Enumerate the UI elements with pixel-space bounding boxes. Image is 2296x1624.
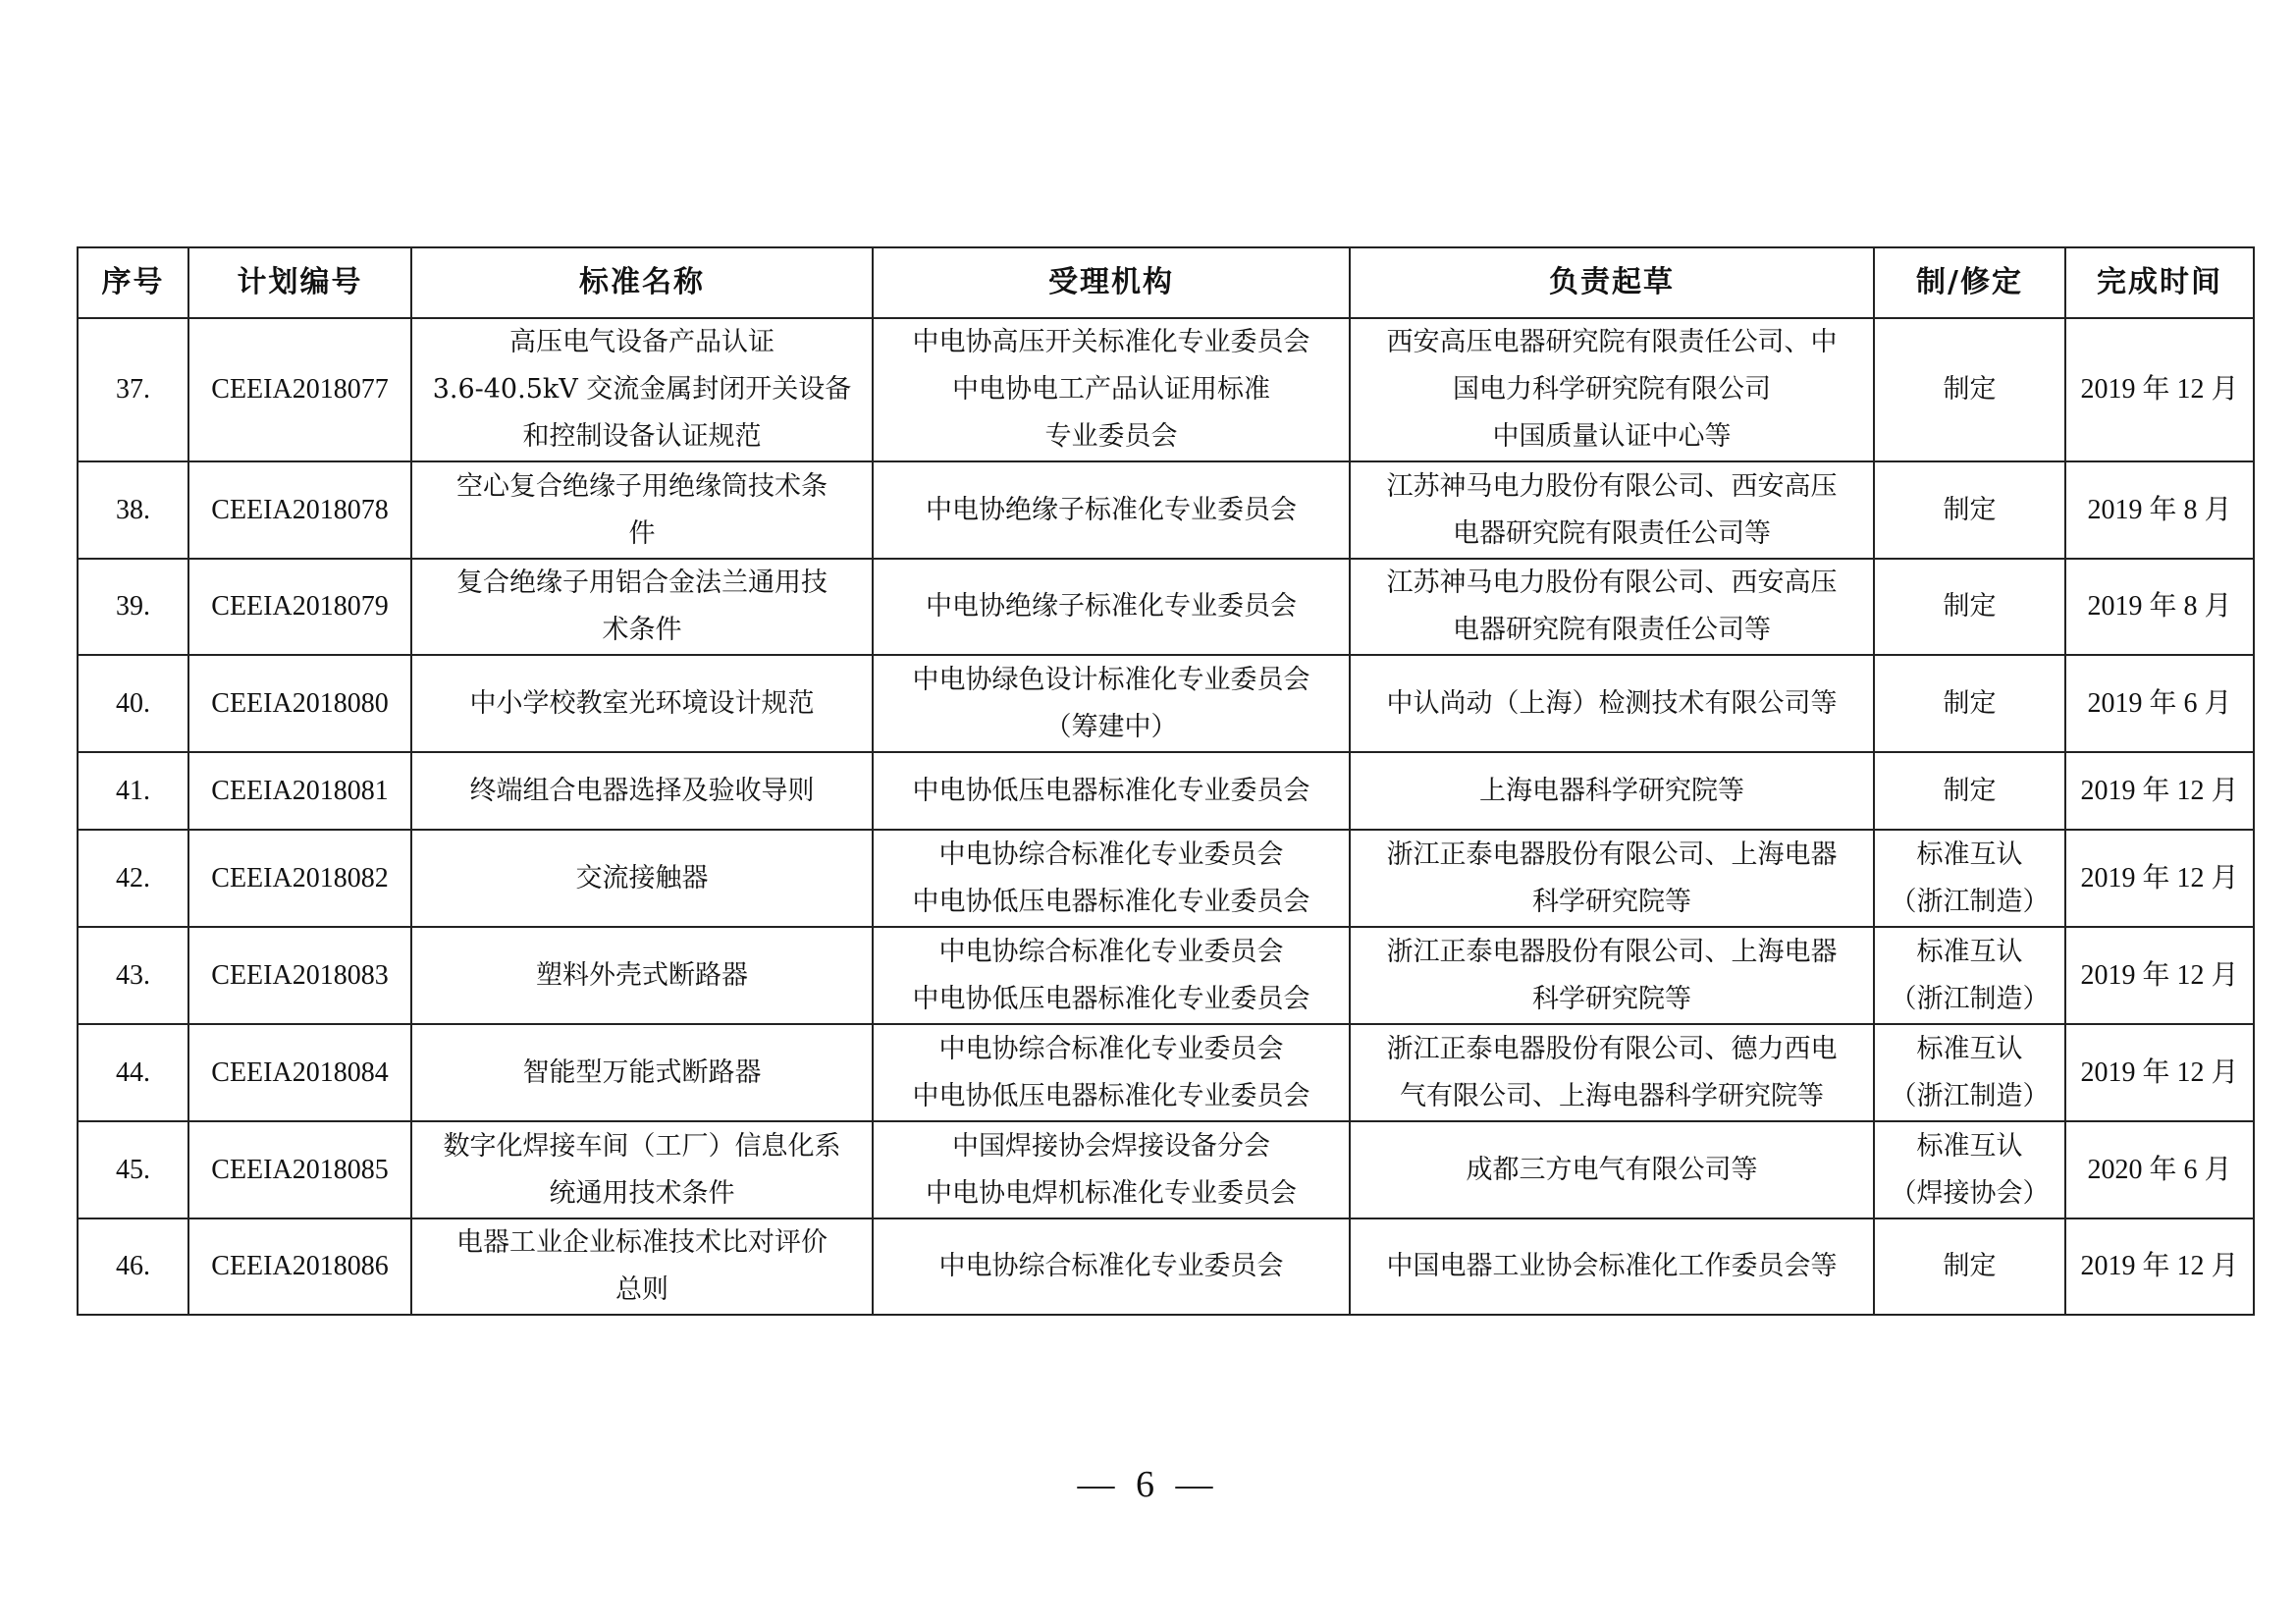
- cell-accepting-agency-line: 中电协绝缘子标准化专业委员会: [926, 591, 1297, 622]
- cell-drafting-unit-line: 中认尚动（上海）检测技术有限公司等: [1386, 687, 1838, 719]
- cell-revision-type-line: 制定: [1943, 687, 1997, 719]
- cell-drafting-unit: [1350, 559, 1874, 655]
- cell-standard-name-line: 电器工业企业标准技术比对评价: [456, 1227, 828, 1258]
- cell-standard-name-line: 空心复合绝缘子用绝缘筒技术条: [456, 470, 828, 502]
- table-row: [78, 830, 2254, 927]
- cell-drafting-unit-line: 成都三方电气有限公司等: [1466, 1154, 1758, 1185]
- table-row: [78, 1218, 2254, 1315]
- cell-seq: 45.: [78, 1121, 188, 1218]
- cell-completion-date: 2019 年 8 月: [2065, 559, 2254, 655]
- cell-drafting-unit: [1350, 461, 1874, 559]
- cell-seq: 37.: [78, 318, 188, 461]
- cell-standard-name-line: 中小学校教室光环境设计规范: [469, 687, 815, 719]
- cell-seq: 43.: [78, 927, 188, 1024]
- cell-accepting-agency-line: 中电协低压电器标准化专业委员会: [912, 775, 1310, 806]
- cell-revision-type-line: （浙江制造）: [1890, 886, 2050, 917]
- cell-seq: 46.: [78, 1218, 188, 1315]
- cell-accepting-agency: [873, 1024, 1350, 1121]
- cell-drafting-unit-line: 西安高压电器研究院有限责任公司、中: [1386, 327, 1838, 357]
- cell-accepting-agency: [873, 318, 1350, 461]
- standards-plan-table: [77, 246, 2255, 1316]
- cell-completion-date: 2019 年 12 月: [2065, 752, 2254, 830]
- cell-standard-name-line: 智能型万能式断路器: [522, 1056, 762, 1088]
- cell-standard-name-line: 件: [628, 517, 656, 549]
- cell-revision-type-line: （浙江制造）: [1890, 983, 2050, 1014]
- cell-plan-code: CEEIA2018078: [188, 461, 411, 559]
- cell-accepting-agency-line: 中电协综合标准化专业委员会: [938, 936, 1284, 967]
- cell-drafting-unit: [1350, 1218, 1874, 1315]
- cell-revision-type-line: 制定: [1943, 1251, 1997, 1281]
- cell-revision-type-line: 标准互认: [1916, 1033, 2023, 1064]
- cell-drafting-unit-line: 电器研究院有限责任公司等: [1453, 615, 1771, 645]
- cell-standard-name-line: 术条件: [602, 615, 682, 645]
- cell-plan-code: CEEIA2018081: [188, 752, 411, 830]
- cell-revision-type-line: 标准互认: [1916, 1130, 2023, 1162]
- header-seq: 序号: [78, 247, 188, 318]
- cell-revision-type: [1874, 655, 2065, 752]
- cell-standard-name: [411, 1218, 873, 1315]
- cell-accepting-agency-line: 中电协综合标准化专业委员会: [938, 839, 1284, 870]
- cell-accepting-agency: [873, 1121, 1350, 1218]
- cell-revision-type: [1874, 1218, 2065, 1315]
- cell-drafting-unit: [1350, 318, 1874, 461]
- cell-accepting-agency: [873, 830, 1350, 927]
- page-number: — 6 —: [1077, 1464, 1219, 1505]
- cell-seq: 44.: [78, 1024, 188, 1121]
- cell-drafting-unit-line: 江苏神马电力股份有限公司、西安高压: [1386, 470, 1838, 502]
- cell-accepting-agency-line: 中电协综合标准化专业委员会: [938, 1033, 1284, 1064]
- cell-standard-name: [411, 461, 873, 559]
- cell-accepting-agency-line: 中电协电工产品认证用标准: [952, 374, 1270, 405]
- cell-revision-type-line: 制定: [1943, 494, 1997, 525]
- cell-accepting-agency: [873, 655, 1350, 752]
- cell-plan-code: CEEIA2018080: [188, 655, 411, 752]
- cell-accepting-agency-line: 中电协低压电器标准化专业委员会: [912, 1080, 1310, 1111]
- header-revision-type: 制/修定: [1874, 247, 2065, 318]
- cell-standard-name-line: 数字化焊接车间（工厂）信息化系: [443, 1130, 841, 1162]
- cell-drafting-unit-line: 中国电器工业协会标准化工作委员会等: [1386, 1251, 1838, 1281]
- cell-standard-name: [411, 318, 873, 461]
- cell-revision-type: [1874, 927, 2065, 1024]
- cell-standard-name: [411, 1121, 873, 1218]
- cell-accepting-agency: [873, 1218, 1350, 1315]
- cell-completion-date: 2019 年 6 月: [2065, 655, 2254, 752]
- cell-accepting-agency: [873, 559, 1350, 655]
- cell-standard-name: [411, 752, 873, 830]
- cell-accepting-agency-line: 中电协绝缘子标准化专业委员会: [926, 494, 1297, 525]
- cell-plan-code: CEEIA2018086: [188, 1218, 411, 1315]
- cell-revision-type: [1874, 1121, 2065, 1218]
- table-row: [78, 655, 2254, 752]
- cell-revision-type-line: 标准互认: [1916, 839, 2023, 870]
- cell-completion-date: 2019 年 12 月: [2065, 830, 2254, 927]
- cell-completion-date: 2019 年 12 月: [2065, 1024, 2254, 1121]
- table-row: [78, 1121, 2254, 1218]
- cell-revision-type-line: （浙江制造）: [1890, 1080, 2050, 1111]
- cell-revision-type-line: 标准互认: [1916, 936, 2023, 967]
- cell-standard-name-line: 复合绝缘子用铝合金法兰通用技: [456, 568, 828, 598]
- cell-accepting-agency-line: 中电协低压电器标准化专业委员会: [912, 983, 1310, 1014]
- cell-revision-type-line: （焊接协会）: [1890, 1177, 2050, 1209]
- cell-plan-code: CEEIA2018083: [188, 927, 411, 1024]
- cell-accepting-agency-line: 中电协电焊机标准化专业委员会: [926, 1177, 1297, 1209]
- cell-revision-type: [1874, 318, 2065, 461]
- cell-drafting-unit-line: 科学研究院等: [1532, 886, 1691, 917]
- header-completion-date: 完成时间: [2065, 247, 2254, 318]
- cell-drafting-unit-line: 电器研究院有限责任公司等: [1453, 517, 1771, 549]
- cell-revision-type: [1874, 461, 2065, 559]
- cell-drafting-unit: [1350, 1024, 1874, 1121]
- cell-standard-name: [411, 1024, 873, 1121]
- table-row: [78, 461, 2254, 559]
- cell-revision-type-line: 制定: [1943, 374, 1997, 405]
- cell-drafting-unit: [1350, 927, 1874, 1024]
- header-standard-name: 标准名称: [411, 247, 873, 318]
- cell-revision-type: [1874, 830, 2065, 927]
- header-drafting-unit: 负责起草: [1350, 247, 1874, 318]
- cell-drafting-unit-line: 江苏神马电力股份有限公司、西安高压: [1386, 568, 1838, 598]
- table-row: [78, 318, 2254, 461]
- cell-revision-type: [1874, 1024, 2065, 1121]
- cell-completion-date: 2019 年 12 月: [2065, 1218, 2254, 1315]
- cell-completion-date: 2019 年 12 月: [2065, 318, 2254, 461]
- cell-completion-date: 2019 年 12 月: [2065, 927, 2254, 1024]
- cell-standard-name-line: 高压电气设备产品认证: [509, 327, 774, 357]
- cell-standard-name-line: 和控制设备认证规范: [522, 421, 762, 452]
- cell-standard-name: [411, 927, 873, 1024]
- cell-standard-name-line: 塑料外壳式断路器: [536, 959, 748, 991]
- cell-accepting-agency: [873, 927, 1350, 1024]
- cell-drafting-unit: [1350, 830, 1874, 927]
- cell-revision-type-line: 制定: [1943, 775, 1997, 806]
- cell-seq: 40.: [78, 655, 188, 752]
- cell-standard-name: [411, 830, 873, 927]
- header-accepting-agency: 受理机构: [873, 247, 1350, 318]
- table-row: [78, 1024, 2254, 1121]
- cell-drafting-unit: [1350, 752, 1874, 830]
- table-row: [78, 752, 2254, 830]
- cell-accepting-agency-line: （筹建中）: [1044, 711, 1178, 742]
- cell-accepting-agency-line: 中电协绿色设计标准化专业委员会: [912, 664, 1310, 695]
- cell-revision-type-line: 制定: [1943, 591, 1997, 622]
- cell-accepting-agency-line: 中电协低压电器标准化专业委员会: [912, 886, 1310, 917]
- cell-seq: 39.: [78, 559, 188, 655]
- cell-drafting-unit: [1350, 1121, 1874, 1218]
- cell-completion-date: 2019 年 8 月: [2065, 461, 2254, 559]
- cell-standard-name-line: 总则: [615, 1274, 668, 1305]
- cell-drafting-unit-line: 浙江正泰电器股份有限公司、上海电器: [1386, 839, 1838, 870]
- cell-standard-name-line: 终端组合电器选择及验收导则: [469, 775, 815, 806]
- cell-standard-name: [411, 559, 873, 655]
- cell-drafting-unit-line: 科学研究院等: [1532, 983, 1691, 1014]
- cell-accepting-agency: [873, 461, 1350, 559]
- cell-drafting-unit-line: 浙江正泰电器股份有限公司、上海电器: [1386, 936, 1838, 967]
- cell-drafting-unit-line: 上海电器科学研究院等: [1479, 775, 1744, 806]
- cell-drafting-unit: [1350, 655, 1874, 752]
- cell-standard-name-line: 统通用技术条件: [549, 1177, 735, 1209]
- cell-plan-code: CEEIA2018079: [188, 559, 411, 655]
- cell-revision-type: [1874, 559, 2065, 655]
- cell-drafting-unit-line: 浙江正泰电器股份有限公司、德力西电: [1386, 1033, 1838, 1064]
- table-row: [78, 559, 2254, 655]
- cell-drafting-unit-line: 中国质量认证中心等: [1492, 421, 1732, 452]
- table-body: [78, 318, 2254, 1315]
- cell-standard-name: [411, 655, 873, 752]
- cell-standard-name-line: 交流接触器: [575, 862, 709, 893]
- cell-plan-code: CEEIA2018085: [188, 1121, 411, 1218]
- cell-standard-name-line: 3.6-40.5kV 交流金属封闭开关设备: [432, 374, 852, 405]
- cell-plan-code: CEEIA2018084: [188, 1024, 411, 1121]
- cell-seq: 38.: [78, 461, 188, 559]
- cell-drafting-unit-line: 气有限公司、上海电器科学研究院等: [1400, 1080, 1824, 1111]
- header-plan-code: 计划编号: [188, 247, 411, 318]
- cell-seq: 41.: [78, 752, 188, 830]
- cell-drafting-unit-line: 国电力科学研究院有限公司: [1453, 374, 1771, 405]
- table-row: [78, 927, 2254, 1024]
- cell-accepting-agency-line: 中电协综合标准化专业委员会: [938, 1251, 1284, 1281]
- cell-accepting-agency-line: 专业委员会: [1044, 421, 1178, 452]
- cell-accepting-agency-line: 中国焊接协会焊接设备分会: [952, 1130, 1270, 1162]
- cell-seq: 42.: [78, 830, 188, 927]
- cell-revision-type: [1874, 752, 2065, 830]
- cell-accepting-agency: [873, 752, 1350, 830]
- cell-plan-code: CEEIA2018077: [188, 318, 411, 461]
- cell-completion-date: 2020 年 6 月: [2065, 1121, 2254, 1218]
- cell-accepting-agency-line: 中电协高压开关标准化专业委员会: [912, 327, 1310, 357]
- table-header-row: [78, 247, 2254, 318]
- cell-plan-code: CEEIA2018082: [188, 830, 411, 927]
